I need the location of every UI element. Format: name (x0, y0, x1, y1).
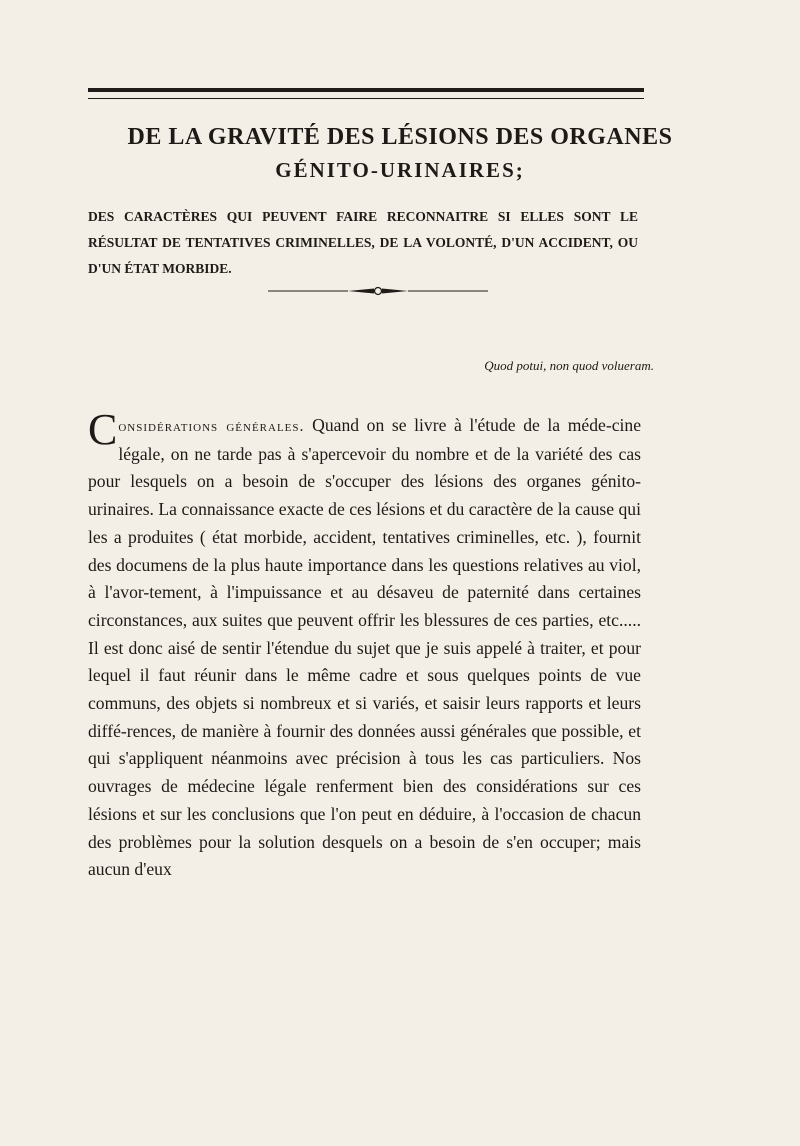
ornament-divider-icon (268, 285, 488, 297)
top-rule (88, 88, 644, 99)
body-text (88, 405, 641, 884)
body-paragraph: Quand on se livre à l'étude de la méde-cine légale, on ne tarde pas à s'apercevoir du nombre et de la variété des cas pour lesquels on a besoin de s'occuper des lésions des organes génito-urinaires. La connaissance exacte de ces lésions et du caractère de la cause qui les a produites ( état morbide, accident, tentatives criminelles, etc. ), fournit des documens de la plus haute importance dans les questions relatives au viol, à l'avor-tement, à l'impuissance et au désaveu de paternité dans certaines circonstances, aux suites que peuvent offrir les blessures de ces parties, etc..... Il est donc aisé de sentir l'étendue du sujet que je suis appelé à traiter, et pour lequel il faut réunir dans le même cadre et sous quelques points de vue communs, des objets si nombreux et si variés, et saisir leurs rapports et leurs diffé-rences, de manière à fournir des données aussi générales que possible, et qui s'appliquent néanmoins avec précision à tous les cas particuliers. Nos ouvrages de médecine légale renferment bien des considérations sur ces lésions et sur les conclusions que l'on peut en déduire, à l'occasion de chacun des problèmes pour la solution desquels on a besoin de s'en occuper; mais aucun d'eux (88, 415, 641, 880)
page-title-continued: GÉNITO-URINAIRES; (275, 158, 525, 182)
subtitle: DES CARACTÈRES QUI PEUVENT FAIRE RECONNAITRE SI ELLES SONT LE RÉSULTAT DE TENTATIVES CRIMINELLES, DE LA VOLONTÉ, D'UN ACCIDENT, OU D'UN ÉTAT MORBIDE. (88, 209, 638, 276)
drop-cap: C (88, 405, 118, 454)
page-title: DE LA GRAVITÉ DES LÉSIONS DES ORGANES (127, 124, 673, 150)
section-lead: onsidérations générales. (118, 418, 305, 435)
epigraph: Quod potui, non quod volueram. (484, 358, 654, 373)
